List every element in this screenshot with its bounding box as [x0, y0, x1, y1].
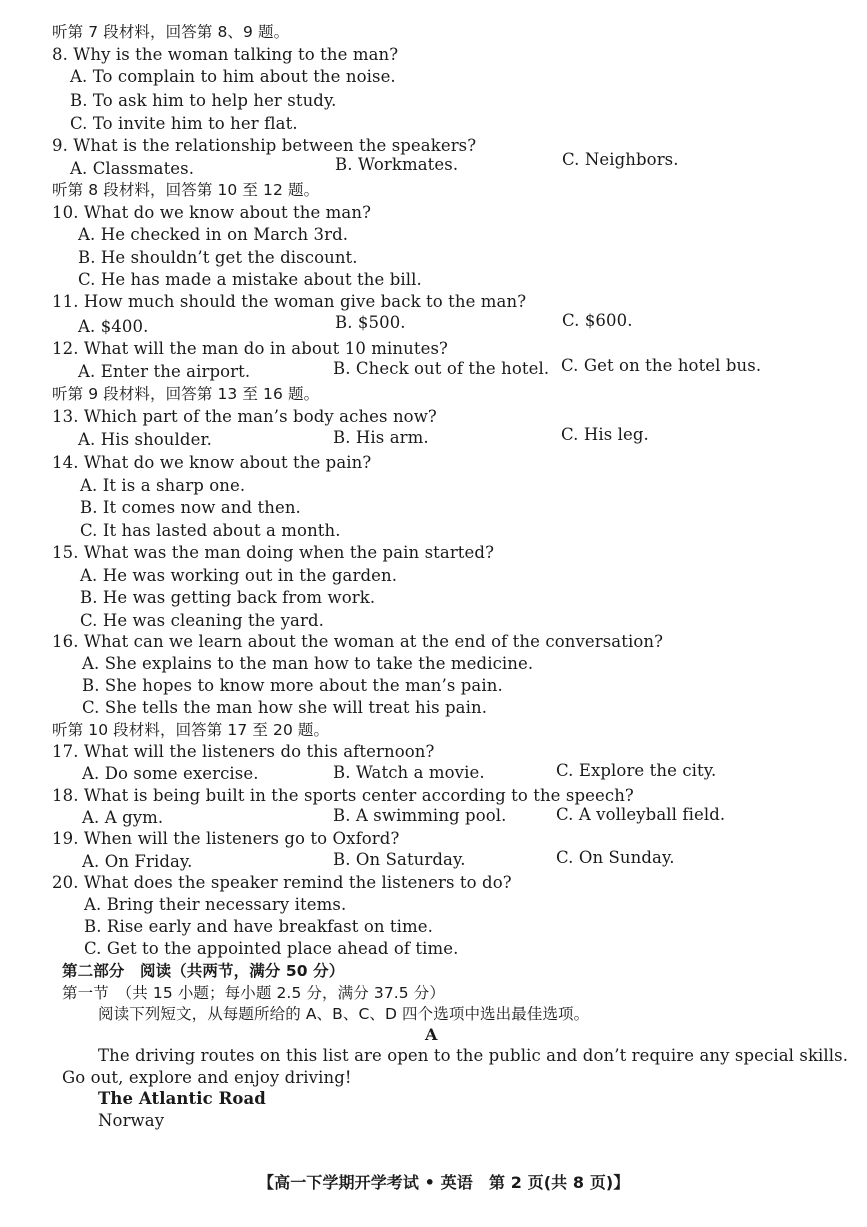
section-one-heading: 第一节 （共 15 小题；每小题 2.5 分，满分 37.5 分）	[62, 984, 445, 1002]
q17-option-b: B. Watch a movie.	[333, 763, 485, 782]
q12-option-c: C. Get on the hotel bus.	[561, 356, 762, 375]
q14-option-a: A. It is a sharp one.	[80, 476, 246, 495]
route-country: Norway	[98, 1111, 165, 1130]
passage-intro-line1: The driving routes on this list are open to the public and don’t require any special skills.	[98, 1046, 849, 1065]
q8-option-b: B. To ask him to help her study.	[70, 91, 337, 110]
q11-option-c: C. $600.	[562, 311, 633, 330]
q11-option-a: A. $400.	[78, 317, 149, 336]
route-title: The Atlantic Road	[98, 1089, 266, 1108]
q10-option-b: B. He shouldn’t get the discount.	[78, 248, 358, 267]
question-19: 19. When will the listeners go to Oxford?	[52, 829, 400, 848]
section-header-10: 听第 10 段材料，回答第 17 至 20 题。	[52, 721, 330, 739]
passage-label: A	[425, 1025, 438, 1044]
question-10: 10. What do we know about the man?	[52, 203, 372, 222]
question-15: 15. What was the man doing when the pain started?	[52, 543, 495, 562]
section-header-9: 听第 9 段材料，回答第 13 至 16 题。	[52, 385, 320, 403]
q18-option-a: A. A gym.	[82, 808, 164, 827]
q17-option-c: C. Explore the city.	[556, 761, 717, 780]
q14-option-c: C. It has lasted about a month.	[80, 521, 341, 540]
question-13: 13. Which part of the man’s body aches now?	[52, 407, 437, 426]
q13-option-c: C. His leg.	[561, 425, 649, 444]
q17-option-a: A. Do some exercise.	[82, 764, 259, 783]
question-12: 12. What will the man do in about 10 minutes?	[52, 339, 448, 358]
q15-option-c: C. He was cleaning the yard.	[80, 611, 324, 630]
q10-option-c: C. He has made a mistake about the bill.	[78, 270, 422, 289]
q9-option-c: C. Neighbors.	[562, 150, 679, 169]
page-footer: 【高一下学期开学考试 • 英语 第 2 页(共 8 页)】	[258, 1173, 630, 1192]
q10-option-a: A. He checked in on March 3rd.	[78, 225, 349, 244]
q12-option-a: A. Enter the airport.	[78, 362, 251, 381]
q9-option-a: A. Classmates.	[70, 159, 195, 178]
q8-option-a: A. To complain to him about the noise.	[70, 67, 396, 86]
section-header-8: 听第 8 段材料，回答第 10 至 12 题。	[52, 181, 320, 199]
q13-option-a: A. His shoulder.	[78, 430, 212, 449]
passage-intro-line2: Go out, explore and enjoy driving!	[62, 1068, 352, 1087]
q14-option-b: B. It comes now and then.	[80, 498, 301, 517]
q13-option-b: B. His arm.	[333, 428, 429, 447]
q11-option-b: B. $500.	[335, 313, 406, 332]
question-8: 8. Why is the woman talking to the man?	[52, 45, 399, 64]
question-20: 20. What does the speaker remind the listeners to do?	[52, 873, 512, 892]
q18-option-b: B. A swimming pool.	[333, 806, 507, 825]
q19-option-c: C. On Sunday.	[556, 848, 675, 867]
q18-option-c: C. A volleyball field.	[556, 805, 726, 824]
question-14: 14. What do we know about the pain?	[52, 453, 372, 472]
question-16: 16. What can we learn about the woman at the end of the conversation?	[52, 632, 664, 651]
question-17: 17. What will the listeners do this afternoon?	[52, 742, 435, 761]
q9-option-b: B. Workmates.	[335, 155, 459, 174]
section-header-7: 听第 7 段材料，回答第 8、9 题。	[52, 23, 290, 41]
q16-option-c: C. She tells the man how she will treat his pain.	[82, 698, 488, 717]
question-9: 9. What is the relationship between the speakers?	[52, 136, 477, 155]
q12-option-b: B. Check out of the hotel.	[333, 359, 550, 378]
question-18: 18. What is being built in the sports center according to the speech?	[52, 786, 634, 805]
q20-option-b: B. Rise early and have breakfast on time.	[84, 917, 433, 936]
part-two-heading: 第二部分 阅读（共两节，满分 50 分）	[62, 962, 345, 980]
q16-option-a: A. She explains to the man how to take the medicine.	[82, 654, 534, 673]
q19-option-a: A. On Friday.	[82, 852, 193, 871]
q16-option-b: B. She hopes to know more about the man’s pain.	[82, 676, 503, 695]
q19-option-b: B. On Saturday.	[333, 850, 466, 869]
q20-option-c: C. Get to the appointed place ahead of time.	[84, 939, 459, 958]
q20-option-a: A. Bring their necessary items.	[84, 895, 347, 914]
q8-option-c: C. To invite him to her flat.	[70, 114, 298, 133]
q15-option-b: B. He was getting back from work.	[80, 588, 376, 607]
question-11: 11. How much should the woman give back to the man?	[52, 292, 527, 311]
q15-option-a: A. He was working out in the garden.	[80, 566, 398, 585]
reading-instruction: 阅读下列短文，从每题所给的 A、B、C、D 四个选项中选出最佳选项。	[98, 1005, 590, 1023]
